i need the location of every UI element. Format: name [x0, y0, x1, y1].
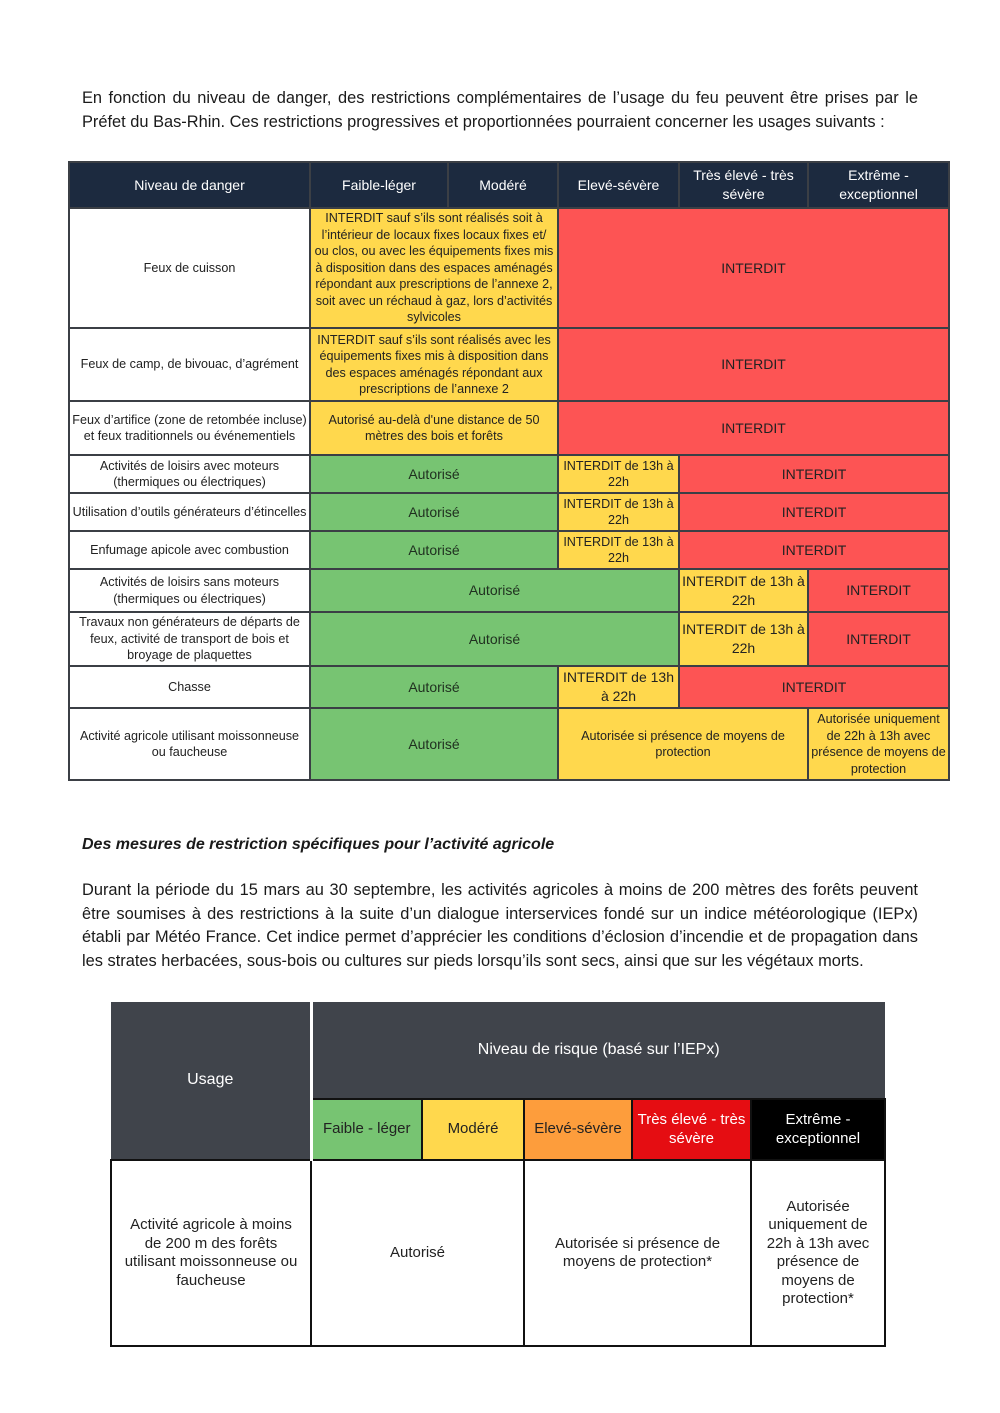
status-cell-autorise: Autorisé	[310, 612, 679, 666]
header-faible-leger: Faible-léger	[310, 162, 448, 208]
row-label: Feux d’artifice (zone de retombée incluse) et feux traditionnels ou événementiels	[69, 401, 310, 455]
status-cell-autorise: Autorisé	[310, 455, 558, 493]
row-label: Utilisation d’outils générateurs d’étincelles	[69, 493, 310, 531]
table-header-row	[69, 162, 949, 208]
status-cell-partiel: Autorisé au-delà d'une distance de 50 mètres des bois et forêts	[310, 401, 558, 455]
status-cell-partiel: INTERDIT de 13h à 22h	[558, 455, 679, 493]
table-row	[69, 455, 949, 493]
status-cell-autorise: Autorisé	[311, 1160, 524, 1346]
table-row	[69, 569, 949, 612]
status-cell-interdit: INTERDIT	[679, 531, 949, 569]
status-cell-partiel: INTERDIT de 13h à 22h	[679, 612, 808, 666]
header-modere: Modéré	[448, 162, 558, 208]
fire-danger-restrictions-table	[68, 161, 950, 781]
status-cell-interdit: INTERDIT	[679, 666, 949, 708]
status-cell-autorise: Autorisé	[310, 666, 558, 708]
status-cell-protection: Autorisée si présence de moyens de protection*	[524, 1160, 751, 1346]
status-cell-autorise: Autorisé	[310, 708, 558, 780]
section-title-agricole: Des mesures de restriction spécifiques pour l’activité agricole	[82, 836, 555, 853]
table-row	[69, 666, 949, 708]
level-modere: Modéré	[422, 1099, 524, 1160]
status-cell-partiel: Autorisée uniquement de 22h à 13h avec présence de moyens de protection	[808, 708, 949, 780]
table-row	[69, 708, 949, 780]
intro-paragraph: En fonction du niveau de danger, des restrictions complémentaires de l’usage du feu peuvent être prises par le Préfet du Bas-Rhin. Ces restrictions progressives et proportionnées pourraient concerner les usages suivants :	[82, 89, 918, 131]
status-cell-interdit: INTERDIT	[679, 493, 949, 531]
row-label: Feux de cuisson	[69, 208, 310, 328]
level-tres-eleve: Très élevé - très sévère	[632, 1099, 751, 1160]
table-row	[69, 328, 949, 401]
status-cell-interdit: INTERDIT	[679, 455, 949, 493]
status-cell-partiel: INTERDIT sauf s’ils sont réalisés avec les équipements fixes mis à disposition dans des espaces aménagés répondant aux prescriptions de l’annexe 2	[310, 328, 558, 401]
header-extreme: Extrême - exceptionnel	[808, 162, 949, 208]
level-extreme: Extrême - exceptionnel	[751, 1099, 885, 1160]
row-label: Activités de loisirs sans moteurs (thermiques ou électriques)	[69, 569, 310, 612]
status-cell-interdit: INTERDIT	[558, 401, 949, 455]
table-row	[69, 401, 949, 455]
status-cell-interdit: INTERDIT	[558, 208, 949, 328]
status-cell-autorise: Autorisé	[310, 531, 558, 569]
status-cell-autorise: Autorisé	[310, 569, 679, 612]
status-cell-uniquement-nuit: Autorisée uniquement de 22h à 13h avec présence de moyens de protection*	[751, 1160, 885, 1346]
status-cell-partiel: Autorisée si présence de moyens de protection	[558, 708, 808, 780]
header-usage: Usage	[111, 1002, 311, 1160]
status-cell-partiel: INTERDIT de 13h à 22h	[558, 531, 679, 569]
level-faible-leger: Faible - léger	[311, 1099, 422, 1160]
row-label: Feux de camp, de bivouac, d’agrément	[69, 328, 310, 401]
status-cell-interdit: INTERDIT	[558, 328, 949, 401]
table-row	[69, 208, 949, 328]
row-label: Travaux non générateurs de départs de feux, activité de transport de bois et broyage de plaquettes	[69, 612, 310, 666]
header-niveau-de-risque: Niveau de risque (basé sur l’IEPx)	[311, 1002, 885, 1099]
row-label: Activité agricole à moins de 200 m des forêts utilisant moissonneuse ou faucheuse	[111, 1160, 311, 1346]
iepx-risk-table	[110, 1002, 886, 1347]
level-eleve-severe: Elevé-sévère	[524, 1099, 632, 1160]
row-label: Activité agricole utilisant moissonneuse ou faucheuse	[69, 708, 310, 780]
status-cell-partiel: INTERDIT de 13h à 22h	[679, 569, 808, 612]
header-eleve-severe: Elevé-sévère	[558, 162, 679, 208]
header-tres-eleve: Très élevé - très sévère	[679, 162, 808, 208]
status-cell-interdit: INTERDIT	[808, 612, 949, 666]
status-cell-interdit: INTERDIT	[808, 569, 949, 612]
table-row	[69, 612, 949, 666]
row-label: Chasse	[69, 666, 310, 708]
table-row	[111, 1160, 885, 1346]
status-cell-partiel: INTERDIT de 13h à 22h	[558, 666, 679, 708]
table-row	[69, 493, 949, 531]
status-cell-partiel: INTERDIT sauf s’ils sont réalisés soit à l’intérieur de locaux fixes locaux fixes et/ ou clos, ou avec les équipements fixes mis à disposition dans des espaces aménagés répondant aux prescriptions de l’annexe 2, soit avec un réchaud à gaz, lors d’activités sylvicoles	[310, 208, 558, 328]
status-cell-autorise: Autorisé	[310, 493, 558, 531]
row-label: Enfumage apicole avec combustion	[69, 531, 310, 569]
header-niveau-de-danger: Niveau de danger	[69, 162, 310, 208]
row-label: Activités de loisirs avec moteurs (thermiques ou électriques)	[69, 455, 310, 493]
agricole-paragraph: Durant la période du 15 mars au 30 septembre, les activités agricoles à moins de 200 mètres des forêts peuvent être soumises à des restrictions à la suite d’un dialogue interservices fondé sur un indice météorologique (IEPx) établi par Météo France. Cet indice permet d’apprécier les conditions d’éclosion d’incendie et de propagation dans les strates herbacées, sous-bois ou cultures sur pieds lorsqu’ils sont secs, ainsi que sur les végétaux morts.	[82, 881, 918, 970]
status-cell-partiel: INTERDIT de 13h à 22h	[558, 493, 679, 531]
group-header-row	[111, 1002, 885, 1099]
table-row	[69, 531, 949, 569]
